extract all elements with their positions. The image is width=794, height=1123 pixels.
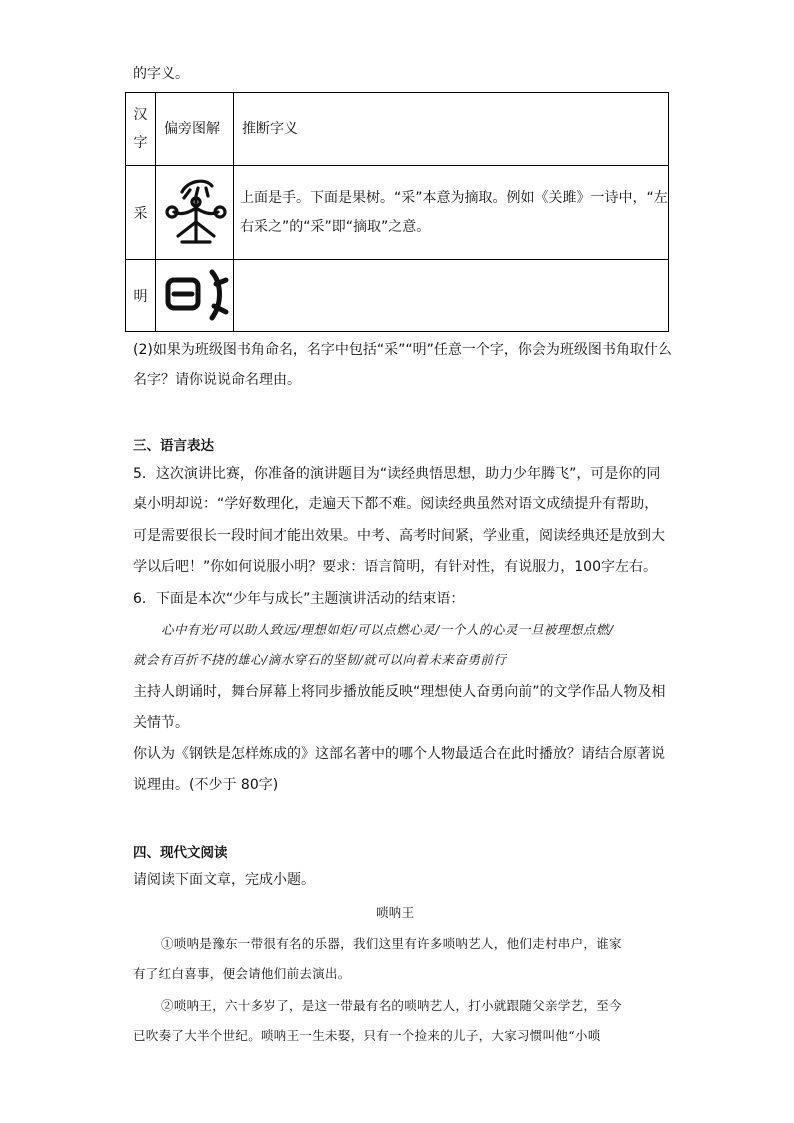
q6-intro: 6．下面是本次“少年与成长”主题演讲活动的结束语： <box>133 591 465 607</box>
header-hanzi-b: 字 <box>133 135 148 151</box>
article-paragraph: 已吹奏了大半个世纪。唢呐王一生未娶，只有一个捡来的儿子，大家习惯叫他“小唢 <box>133 1028 601 1043</box>
article-paragraph: ①唢呐是豫东一带很有名的乐器，我们这里有许多唢呐艺人，他们走村串户，谁家 <box>161 936 622 951</box>
q2-line2: 名字？请你说说命名理由。 <box>133 372 301 388</box>
intro-tail: 的字义。 <box>133 66 189 82</box>
row2-meaning <box>234 260 669 332</box>
q2-line1: (2)如果为班级图书角命名，名字中包括“采”“明”任意一个字，你会为班级图书角取什么 <box>133 342 672 358</box>
poem-line2: 就会有百折不挠的雄心/滴水穿石的坚韧/就可以向着未来奋勇前行 <box>133 652 507 667</box>
article-paragraph: ②唢呐王，六十多岁了，是这一带最有名的唢呐艺人，打小就跟随父亲学艺，至今 <box>161 998 622 1013</box>
section4-instruction: 请阅读下面文章，完成小题。 <box>133 872 315 888</box>
header-hanzi-a: 汉 <box>133 107 148 123</box>
q6-body-line: 你认为《钢铁是怎样炼成的》这部名著中的哪个人物最适合在此时播放？请结合原著说 <box>133 746 665 762</box>
header-radical <box>156 93 234 166</box>
character-table <box>125 92 669 332</box>
cai-glyph-icon <box>160 172 230 250</box>
q5-line: 5．这次演讲比赛，你准备的演讲题目为“读经典悟思想，助力少年腾飞”，可是你的同 <box>133 466 661 482</box>
header-meaning <box>234 93 669 166</box>
table-header-row <box>126 93 669 166</box>
article-title: 唢呐王 <box>376 905 415 920</box>
q6-body-line: 说理由。(不少于 80字) <box>133 777 279 793</box>
q5-line: 学以后吧！”你如何说服小明？要求：语言简明，有针对性，有说服力，100字左右。 <box>133 559 657 575</box>
header-hanzi <box>126 93 156 166</box>
header-radical-label: 偏旁图解 <box>164 120 220 137</box>
q6-body-line: 主持人朗诵时，舞台屏幕上将同步播放能反映“理想使人奋勇向前”的文学作品人物及相 <box>133 684 666 700</box>
q5-line: 桌小明却说：“学好数理化，走遍天下都不难。阅读经典虽然对语文成绩提升有帮助， <box>133 496 659 512</box>
article-paragraph: 有了红白喜事，便会请他们前去演出。 <box>133 966 351 981</box>
header-meaning-label: 推断字义 <box>242 120 298 137</box>
oracle-glyph-cai <box>156 166 234 260</box>
q6-body-line: 关情节。 <box>133 715 189 731</box>
section4-title: 四、现代文阅读 <box>133 845 228 861</box>
section3-title: 三、语言表达 <box>133 438 214 454</box>
poem-line1: 心中有光/可以助人致远/理想如炬/可以点燃心灵/一个人的心灵一旦被理想点燃/ <box>161 622 614 637</box>
q5-line: 可是需要很长一段时间才能出效果。中考、高考时间紧，学业重，阅读经典还是放到大 <box>133 528 665 544</box>
row1-meaning-line1: 上面是手。下面是果树。“采”本意为摘取。例如《关雎》一诗中，“左 <box>240 189 668 206</box>
row1-char: 采 <box>126 166 156 260</box>
table-row <box>126 166 669 260</box>
row1-meaning-line2: 右采之”的“采”即“摘取”之意。 <box>240 218 431 235</box>
table-row <box>126 260 669 332</box>
oracle-glyph-ming <box>156 260 234 332</box>
ming-glyph-icon <box>156 262 232 326</box>
row1-meaning <box>234 166 669 260</box>
row2-char: 明 <box>126 260 156 332</box>
